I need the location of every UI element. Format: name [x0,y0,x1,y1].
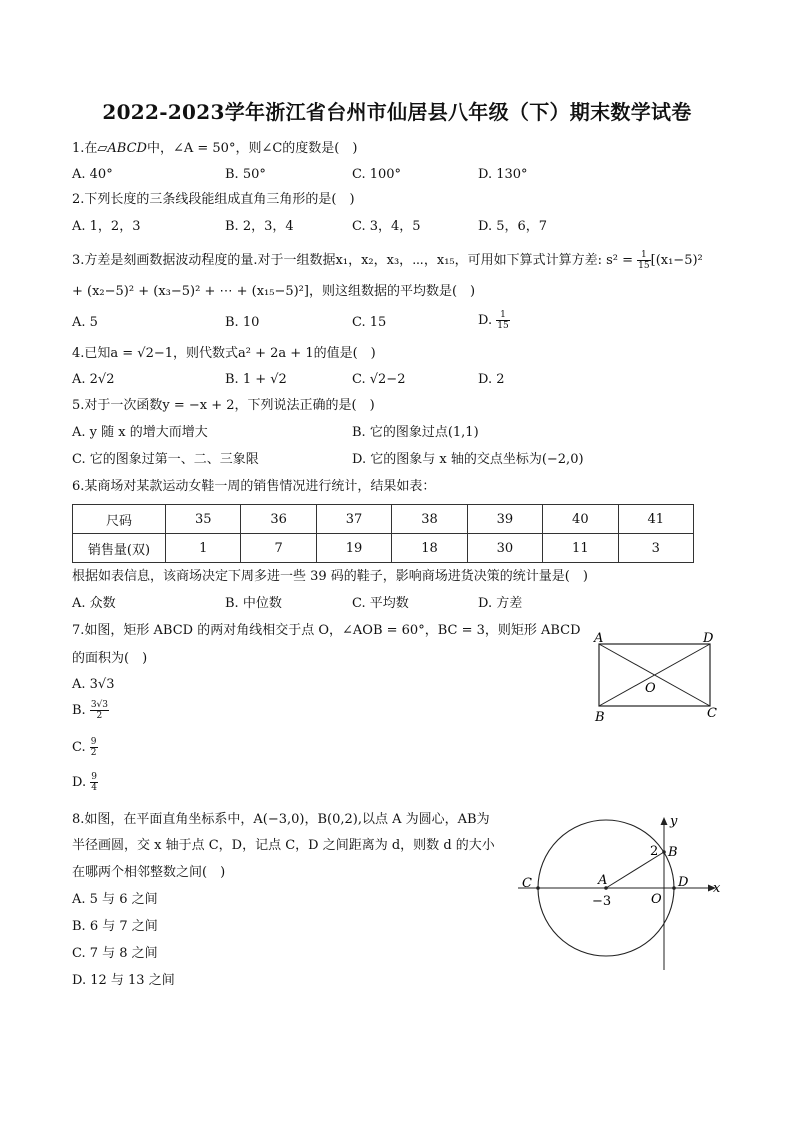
question-5-stem: 5.对于一次函数y = −x + 2，下列说法正确的是( ) [72,398,375,413]
q7-option-a[interactable]: A. 3√3 [72,677,115,692]
label-a: A [594,631,604,646]
q4-option-d[interactable]: D. 2 [478,372,505,387]
q7-opt-c-num: 9 [90,737,97,747]
question-3-line2: + (x₂−5)² + (x₃−5)² + ⋯ + (x₁₅−5)²]，则这组数据的平均数是( ) [72,284,476,299]
q8-coordinate-figure [512,810,727,975]
q5-option-b[interactable]: B. 它的图象过点(1,1) [352,425,479,440]
q7-option-b-label: B. [72,703,86,718]
q5-option-c[interactable]: C. 它的图象过第一、二、三象限 [72,452,259,467]
point-b [662,850,666,854]
label-x: x [713,881,721,896]
table-cell: 35 [166,505,241,534]
q7-option-c-label: C. [72,740,86,755]
q3-option-a[interactable]: A. 5 [72,315,98,330]
table-cell: 销售量(双) [73,534,166,563]
label-a: A [598,873,608,888]
question-7-line1: 7.如图，矩形 ABCD 的两对角线相交于点 O，∠AOB = 60°，BC = 3，则矩形 ABCD [72,623,581,638]
table-cell: 38 [392,505,467,534]
label-b: B [595,710,605,725]
q2-option-c[interactable]: C. 3，4，5 [352,219,421,234]
label-o: O [651,892,662,907]
label-b: B [668,845,678,860]
point-d [672,886,676,890]
q2-option-a[interactable]: A. 1，2，3 [72,219,141,234]
q2-option-d[interactable]: D. 5，6，7 [478,219,548,234]
q7-opt-b-num: 3√3 [90,700,109,710]
q6-option-d[interactable]: D. 方差 [478,596,523,611]
question-1-stem [72,140,357,158]
q6-option-a[interactable]: A. 众数 [72,596,116,611]
table-cell: 41 [618,505,693,534]
label-o: O [645,681,656,696]
q4-option-a[interactable]: A. 2√2 [72,372,115,387]
page-title: 2022-2023学年浙江省台州市仙居县八年级（下）期末数学试卷 [102,100,692,124]
q3-option-d-fraction [496,310,509,331]
q8-option-c[interactable]: C. 7 与 8 之间 [72,946,158,961]
question-8-line2: 半径画圆，交 x 轴于点 C，D，记点 C，D 之间距离为 d，则数 d 的大小 [72,838,495,853]
table-cell: 尺码 [73,505,166,534]
q5-option-a[interactable]: A. y 随 x 的增大而增大 [72,425,208,440]
table-cell: 11 [543,534,618,563]
question-7-line2: 的面积为( ) [72,651,148,666]
q1-option-b[interactable]: B. 50° [225,167,266,182]
question-8-line3: 在哪两个相邻整数之间( ) [72,865,226,880]
q1-suffix: 中，∠A = 50°，则∠C的度数是( ) [146,141,358,156]
q1-option-a[interactable]: A. 40° [72,167,113,182]
point-c [536,886,540,890]
q3-stem-tail: [(x₁−5)² [650,253,703,268]
y-axis-arrow-icon [661,817,668,825]
q3-frac-den: 15 [638,261,650,271]
q6-option-c[interactable]: C. 平均数 [352,596,409,611]
question-3-stem [72,250,703,271]
q3-opt-d-den: 15 [497,321,509,331]
q7-option-b-fraction [90,700,109,721]
table-cell: 40 [543,505,618,534]
question-4-stem: 4.已知a = √2−1，则代数式a² + 2a + 1的值是( ) [72,346,376,361]
q7-opt-d-den: 4 [91,783,97,793]
q7-option-d-fraction [90,772,98,793]
label-d: D [678,875,689,890]
question-8-line1: 8.如图，在平面直角坐标系中，A(−3,0)，B(0,2),以点 A 为圆心，AB为 [72,812,490,827]
table-row [73,505,694,534]
q8-option-b[interactable]: B. 6 与 7 之间 [72,919,158,934]
table-cell: 19 [316,534,391,563]
q5-option-d[interactable]: D. 它的图象与 x 轴的交点坐标为(−2,0) [352,452,584,467]
label-two: 2 [650,844,659,859]
table-cell: 30 [467,534,542,563]
q7-option-d-label: D. [72,775,87,790]
table-cell: 1 [166,534,241,563]
q7-rectangle-figure [586,628,726,728]
q3-fraction [637,250,650,271]
q1-option-d[interactable]: D. 130° [478,167,528,182]
label-c: C [707,706,717,721]
q1-option-c[interactable]: C. 100° [352,167,402,182]
q1-prefix: 1.在▱ [72,141,108,156]
table-cell: 3 [618,534,693,563]
q3-stem-text: 3.方差是刻画数据波动程度的量.对于一组数据x₁，x₂，x₃，⋯，x₁₅，可用如下算式计算方差: s² = [72,253,638,268]
q3-option-b[interactable]: B. 10 [225,315,260,330]
q3-option-d[interactable] [478,310,510,331]
table-row [73,534,694,563]
question-6-stem: 6.某商场对某款运动女鞋一周的销售情况进行统计，结果如表： [72,479,436,494]
label-c: C [522,876,532,891]
table-cell: 7 [241,534,316,563]
q2-option-b[interactable]: B. 2，3，4 [225,219,294,234]
q4-option-b[interactable]: B. 1 + √2 [225,372,287,387]
q3-option-c[interactable]: C. 15 [352,315,387,330]
q4-option-c[interactable]: C. √2−2 [352,372,406,387]
q1-var: ABCD [107,141,147,156]
label-minus-3: −3 [592,894,612,909]
q7-option-c-fraction [90,737,98,758]
question-6-after: 根据如表信息，该商场决定下周多进一些 39 码的鞋子，影响商场进货决策的统计量是( ) [72,569,588,584]
q7-option-b[interactable] [72,700,109,721]
q8-option-d[interactable]: D. 12 与 13 之间 [72,973,175,988]
table-cell: 39 [467,505,542,534]
sales-table [72,504,694,563]
q7-option-d[interactable] [72,772,98,793]
label-d: D [703,631,714,646]
table-cell: 18 [392,534,467,563]
q3-opt-d-num: 1 [496,310,509,321]
q7-opt-c-den: 2 [90,748,97,758]
q8-option-a[interactable]: A. 5 与 6 之间 [72,892,158,907]
q3-option-d-label: D. [478,313,497,328]
table-cell: 37 [316,505,391,534]
question-2-stem: 2.下列长度的三条线段能组成直角三角形的是( ) [72,192,355,207]
q7-option-c[interactable] [72,737,98,758]
q7-opt-b-den: 2 [96,711,103,721]
q3-frac-num: 1 [637,250,650,261]
q7-opt-d-num: 9 [91,772,97,782]
q6-option-b[interactable]: B. 中位数 [225,596,282,611]
table-cell: 36 [241,505,316,534]
label-y: y [670,814,678,829]
